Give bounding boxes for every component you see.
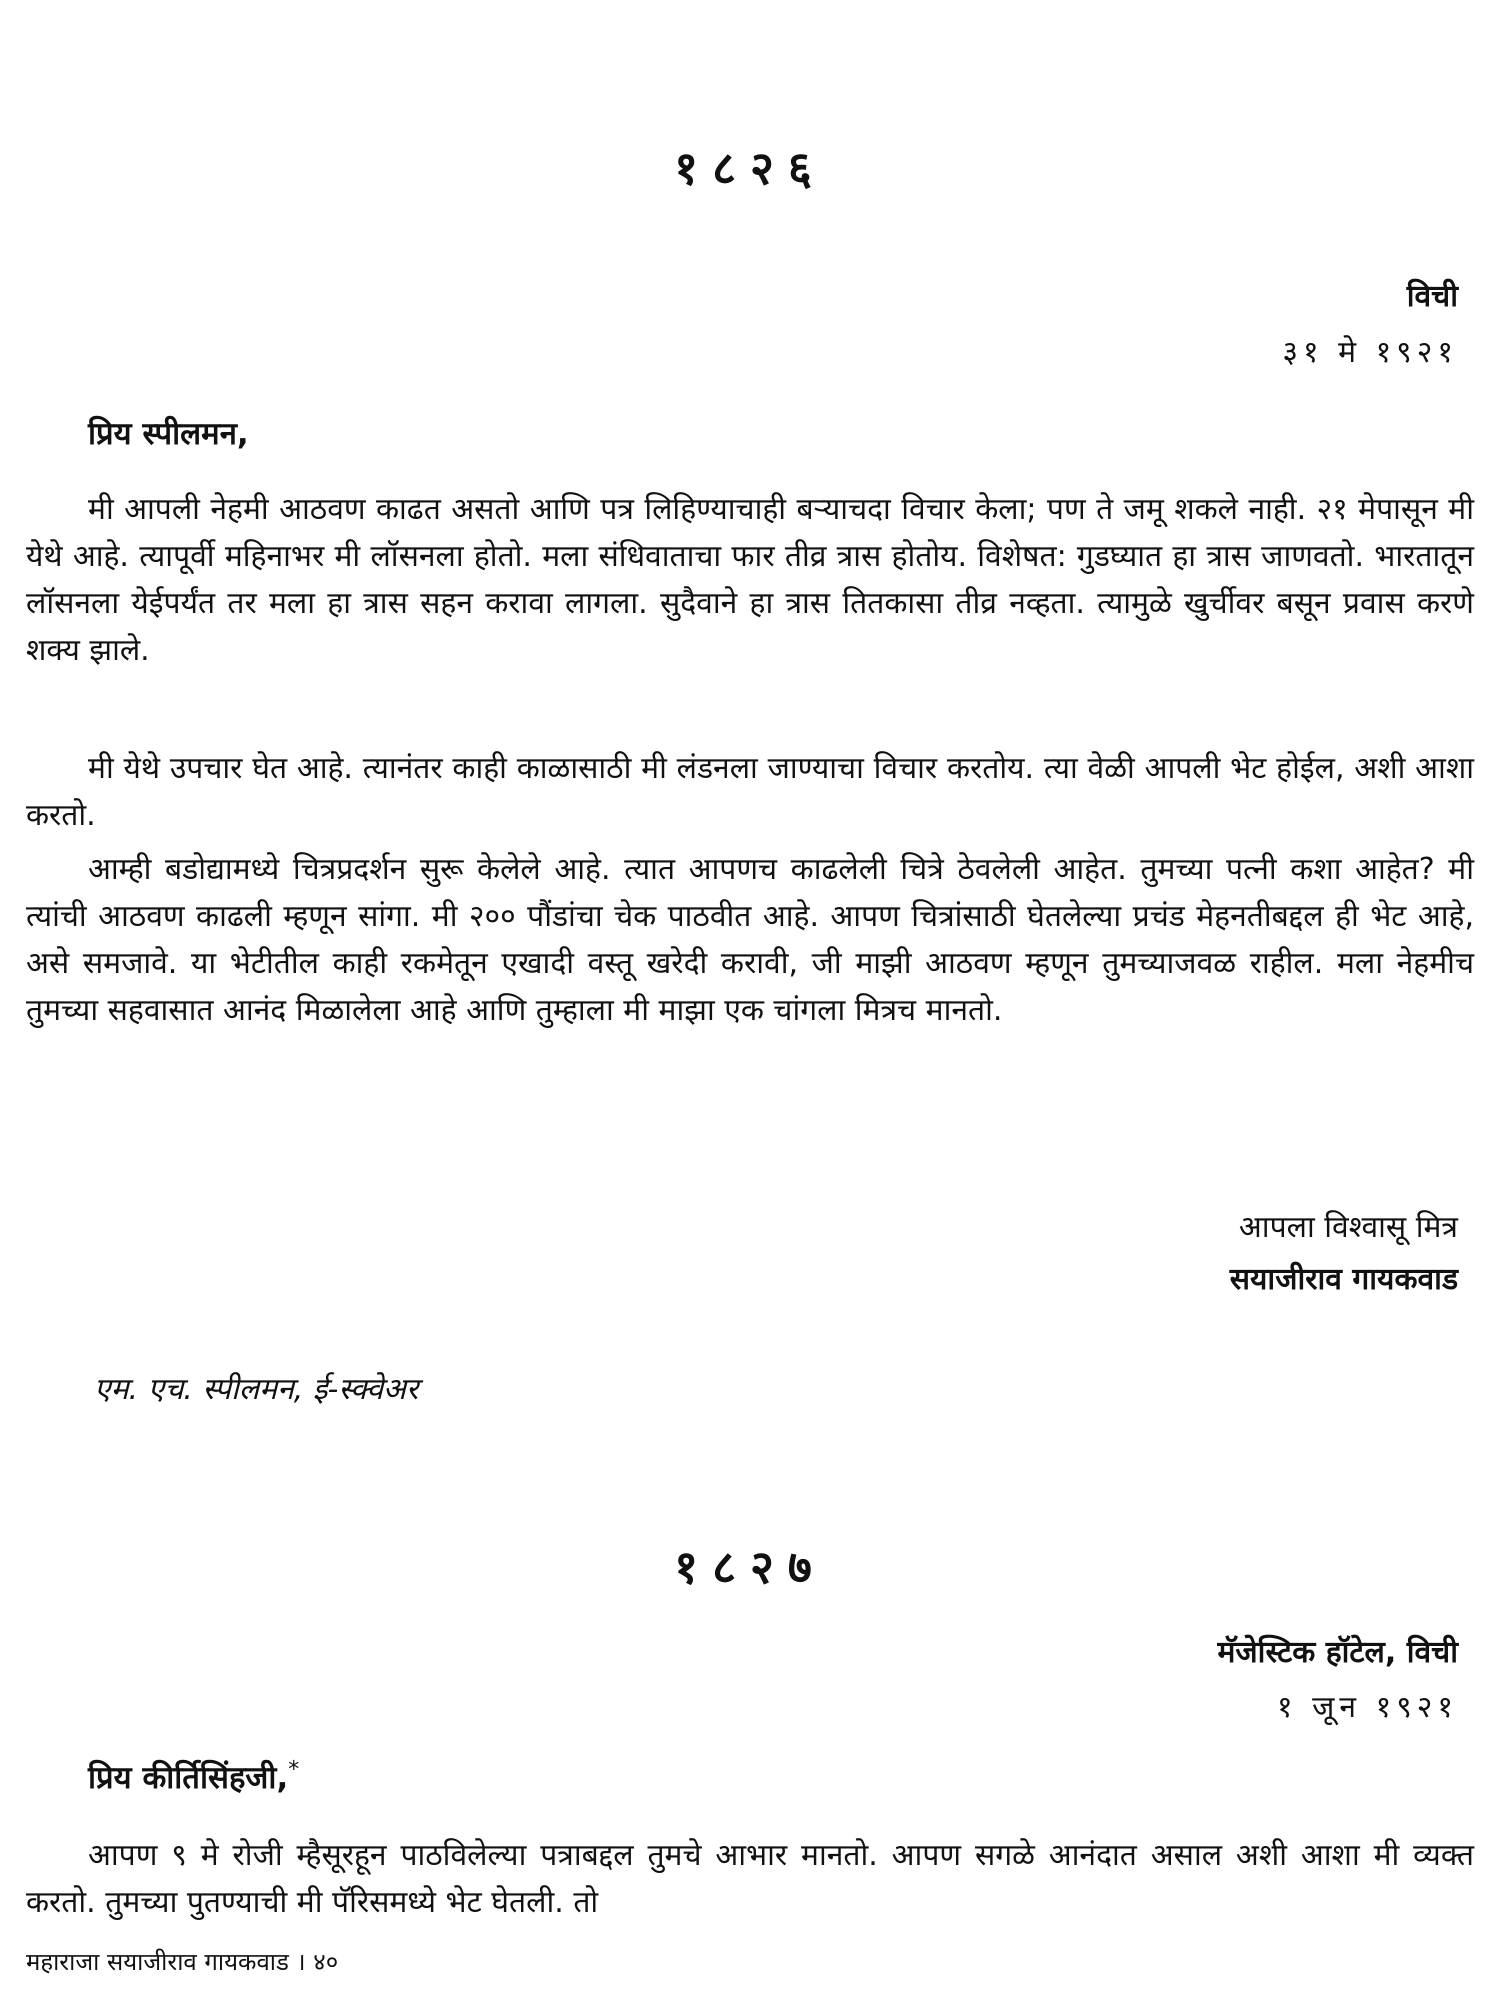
letter-1826-closing: आपला विश्वासू मित्र: [1238, 1210, 1458, 1245]
letter-1827-place: मॅजेस्टिक हॉटेल, विची: [1217, 1635, 1458, 1670]
letter-1826-signature: सयाजीराव गायकवाड: [1229, 1262, 1458, 1297]
letter-1826-date: ३१ मे १९२१: [1282, 335, 1458, 370]
letter-1827-salutation-text: प्रिय कीर्तिसिंहजी,: [88, 1760, 289, 1796]
letter-number-1827: १८२७: [674, 1540, 826, 1594]
letter-1826-addressee: एम. एच. स्पीलमन, ई-स्क्वेअर: [94, 1372, 419, 1407]
letter-1827-paragraph-1: आपण ९ मे रोजी म्हैसूरहून पाठविलेल्या पत्राबद्दल तुमचे आभार मानतो. आपण सगळे आनंदात असाल अशी आशा मी व्यक्त करतो. तुमच्या पुतण्याची मी पॅरिसमध्ये भेट घेतली. तो: [26, 1838, 1474, 1920]
footnote-marker: *: [288, 1757, 300, 1783]
letter-1826-salutation: प्रिय स्पीलमन,: [88, 416, 249, 452]
letter-1826-place: विची: [1406, 279, 1458, 314]
letter-number-1826: १८२६: [674, 141, 826, 195]
letter-1826-paragraph-3: आम्ही बडोद्यामध्ये चित्रप्रदर्शन सुरू केलेले आहे. त्यात आपणच काढलेली चित्रे ठेवलेली आहेत. तुमच्या पत्नी कशा आहेत? मी त्यांची आठवण काढली म्हणून सांगा. मी २०० पौंडांचा चेक पाठवीत आहे. आपण चित्रांसाठी घेतलेल्या प्रचंड मेहनतीबद्दल ही भेट आहे, असे समजावे. या भेटीतील काही रकमेतून एखादी वस्तू खरेदी करावी, जी माझी आठवण म्हणून तुमच्याजवळ राहील. मला नेहमीच तुमच्या सहवासात आनंद मिळालेला आहे आणि तुम्हाला मी माझा एक चांगला मित्रच मानतो.: [26, 852, 1474, 1028]
letter-1827-date: १ जून १९२१: [1277, 1690, 1458, 1725]
running-footer: महाराजा सयाजीराव गायकवाड । ४०: [26, 1948, 339, 1976]
letter-1826-paragraph-1: मी आपली नेहमी आठवण काढत असतो आणि पत्र लिहिण्याचाही बऱ्याचदा विचार केला; पण ते जमू शकले नाही. २१ मेपासून मी येथे आहे. त्यापूर्वी महिनाभर मी लॉसनला होतो. मला संधिवाताचा फार तीव्र त्रास होतोय. विशेषत: गुडघ्यात हा त्रास जाणवतो. भारतातून लॉसनला येईपर्यंत तर मला हा त्रास सहन करावा लागला. सुदैवाने हा त्रास तितकासा तीव्र नव्हता. त्यामुळे खुर्चीवर बसून प्रवास करणे शक्य झाले.: [26, 492, 1474, 668]
letter-1826-paragraph-2: मी येथे उपचार घेत आहे. त्यानंतर काही काळासाठी मी लंडनला जाण्याचा विचार करतोय. त्या वेळी आपली भेट होईल, अशी आशा करतो.: [26, 751, 1474, 833]
letter-1827-salutation: [88, 1756, 299, 1798]
